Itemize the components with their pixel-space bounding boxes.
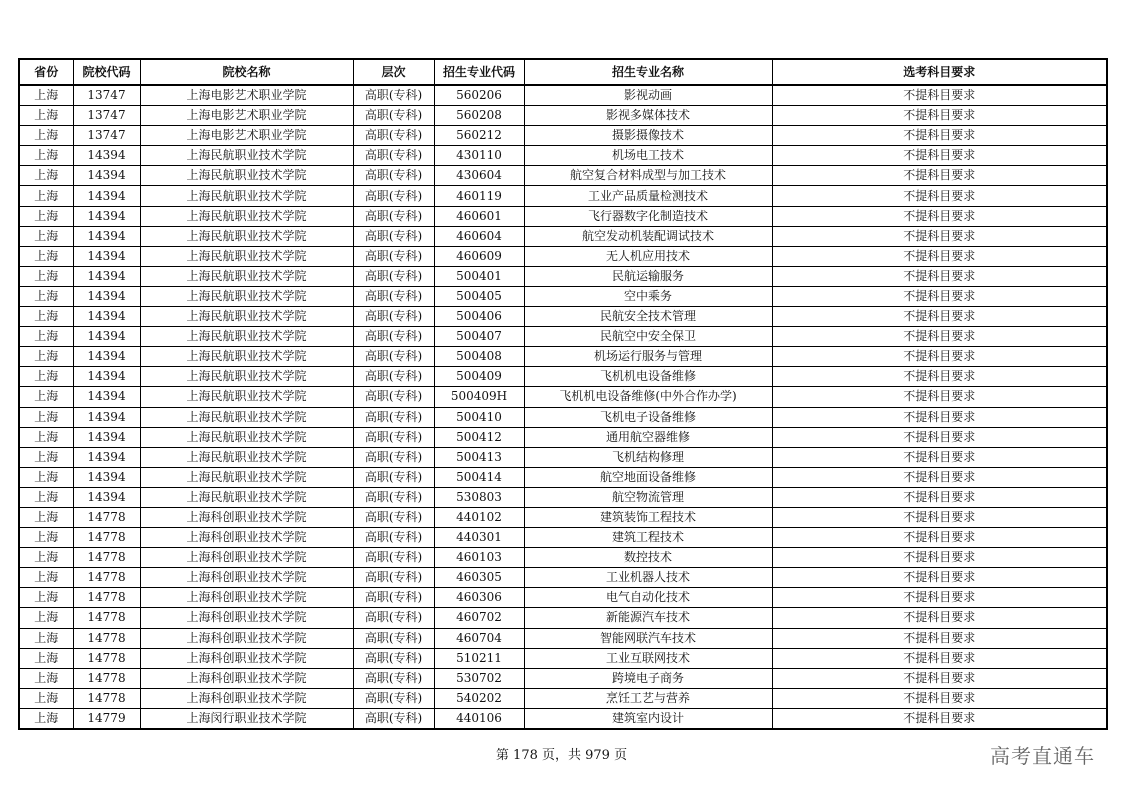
cell-school-code: 14778 <box>73 668 140 688</box>
cell-subject-requirement: 不提科目要求 <box>772 407 1107 427</box>
cell-school-name: 上海科创职业技术学院 <box>140 628 353 648</box>
cell-subject-requirement: 不提科目要求 <box>772 528 1107 548</box>
cell-level: 高职(专科) <box>353 588 434 608</box>
cell-school-name: 上海民航职业技术学院 <box>140 166 353 186</box>
table-row <box>19 106 1107 126</box>
table-row <box>19 126 1107 146</box>
cell-major-name: 工业互联网技术 <box>524 648 772 668</box>
table-row <box>19 166 1107 186</box>
cell-major-code: 460305 <box>434 568 524 588</box>
cell-school-code: 14778 <box>73 528 140 548</box>
header-major-code: 招生专业代码 <box>434 59 524 85</box>
table-row <box>19 447 1107 467</box>
cell-major-name: 跨境电子商务 <box>524 668 772 688</box>
cell-major-code: 530702 <box>434 668 524 688</box>
header-school-name: 院校名称 <box>140 59 353 85</box>
cell-school-name: 上海民航职业技术学院 <box>140 387 353 407</box>
cell-province: 上海 <box>19 246 73 266</box>
cell-major-code: 500401 <box>434 266 524 286</box>
cell-level: 高职(专科) <box>353 85 434 106</box>
table-row <box>19 246 1107 266</box>
cell-subject-requirement: 不提科目要求 <box>772 427 1107 447</box>
cell-school-name: 上海闵行职业技术学院 <box>140 708 353 729</box>
table-row <box>19 608 1107 628</box>
cell-school-code: 14778 <box>73 548 140 568</box>
cell-major-code: 540202 <box>434 688 524 708</box>
cell-school-code: 14394 <box>73 286 140 306</box>
cell-subject-requirement: 不提科目要求 <box>772 467 1107 487</box>
cell-level: 高职(专科) <box>353 146 434 166</box>
table-header-row <box>19 59 1107 85</box>
cell-subject-requirement: 不提科目要求 <box>772 226 1107 246</box>
table-row <box>19 427 1107 447</box>
cell-school-name: 上海民航职业技术学院 <box>140 246 353 266</box>
cell-level: 高职(专科) <box>353 568 434 588</box>
cell-subject-requirement: 不提科目要求 <box>772 307 1107 327</box>
cell-school-code: 14394 <box>73 487 140 507</box>
cell-subject-requirement: 不提科目要求 <box>772 507 1107 527</box>
cell-province: 上海 <box>19 548 73 568</box>
cell-school-code: 14778 <box>73 568 140 588</box>
cell-school-name: 上海科创职业技术学院 <box>140 668 353 688</box>
cell-province: 上海 <box>19 286 73 306</box>
cell-major-code: 460103 <box>434 548 524 568</box>
cell-level: 高职(专科) <box>353 628 434 648</box>
table-row <box>19 307 1107 327</box>
cell-province: 上海 <box>19 146 73 166</box>
cell-school-name: 上海民航职业技术学院 <box>140 286 353 306</box>
table-row <box>19 327 1107 347</box>
cell-school-code: 14778 <box>73 628 140 648</box>
cell-school-name: 上海民航职业技术学院 <box>140 266 353 286</box>
cell-subject-requirement: 不提科目要求 <box>772 166 1107 186</box>
cell-level: 高职(专科) <box>353 327 434 347</box>
table-body <box>19 85 1107 729</box>
cell-subject-requirement: 不提科目要求 <box>772 648 1107 668</box>
cell-school-name: 上海民航职业技术学院 <box>140 447 353 467</box>
cell-school-code: 14394 <box>73 447 140 467</box>
table-row <box>19 507 1107 527</box>
cell-school-name: 上海民航职业技术学院 <box>140 206 353 226</box>
table-row <box>19 85 1107 106</box>
cell-major-code: 460306 <box>434 588 524 608</box>
cell-school-name: 上海科创职业技术学院 <box>140 548 353 568</box>
table-row <box>19 186 1107 206</box>
cell-major-name: 摄影摄像技术 <box>524 126 772 146</box>
page-number: 第 178 页，共 979 页 <box>495 748 628 763</box>
cell-major-name: 建筑室内设计 <box>524 708 772 729</box>
cell-major-name: 航空地面设备维修 <box>524 467 772 487</box>
table-row <box>19 146 1107 166</box>
cell-major-name: 飞机电子设备维修 <box>524 407 772 427</box>
cell-major-name: 空中乘务 <box>524 286 772 306</box>
cell-school-name: 上海科创职业技术学院 <box>140 507 353 527</box>
cell-province: 上海 <box>19 427 73 447</box>
cell-province: 上海 <box>19 568 73 588</box>
cell-major-code: 510211 <box>434 648 524 668</box>
cell-school-name: 上海民航职业技术学院 <box>140 226 353 246</box>
cell-major-name: 建筑工程技术 <box>524 528 772 548</box>
cell-level: 高职(专科) <box>353 206 434 226</box>
cell-subject-requirement: 不提科目要求 <box>772 246 1107 266</box>
cell-province: 上海 <box>19 307 73 327</box>
cell-major-code: 440102 <box>434 507 524 527</box>
table-row <box>19 648 1107 668</box>
cell-school-name: 上海民航职业技术学院 <box>140 487 353 507</box>
cell-province: 上海 <box>19 507 73 527</box>
cell-province: 上海 <box>19 387 73 407</box>
cell-school-code: 14394 <box>73 347 140 367</box>
cell-major-code: 430604 <box>434 166 524 186</box>
cell-province: 上海 <box>19 407 73 427</box>
table-row <box>19 387 1107 407</box>
cell-level: 高职(专科) <box>353 427 434 447</box>
cell-major-code: 500414 <box>434 467 524 487</box>
cell-school-code: 14394 <box>73 266 140 286</box>
cell-school-code: 14394 <box>73 427 140 447</box>
cell-major-name: 民航安全技术管理 <box>524 307 772 327</box>
cell-province: 上海 <box>19 85 73 106</box>
cell-school-code: 14394 <box>73 186 140 206</box>
cell-level: 高职(专科) <box>353 307 434 327</box>
cell-subject-requirement: 不提科目要求 <box>772 568 1107 588</box>
cell-major-name: 航空复合材料成型与加工技术 <box>524 166 772 186</box>
cell-school-name: 上海民航职业技术学院 <box>140 347 353 367</box>
cell-major-name: 通用航空器维修 <box>524 427 772 447</box>
cell-major-code: 460702 <box>434 608 524 628</box>
cell-province: 上海 <box>19 106 73 126</box>
cell-school-name: 上海民航职业技术学院 <box>140 407 353 427</box>
cell-level: 高职(专科) <box>353 668 434 688</box>
cell-major-code: 500410 <box>434 407 524 427</box>
cell-school-name: 上海民航职业技术学院 <box>140 367 353 387</box>
cell-level: 高职(专科) <box>353 126 434 146</box>
cell-subject-requirement: 不提科目要求 <box>772 146 1107 166</box>
table-row <box>19 688 1107 708</box>
cell-level: 高职(专科) <box>353 467 434 487</box>
cell-school-code: 14394 <box>73 327 140 347</box>
cell-major-code: 440106 <box>434 708 524 729</box>
cell-major-code: 500409 <box>434 367 524 387</box>
cell-major-code: 440301 <box>434 528 524 548</box>
cell-major-code: 460609 <box>434 246 524 266</box>
cell-province: 上海 <box>19 186 73 206</box>
cell-level: 高职(专科) <box>353 387 434 407</box>
cell-major-code: 430110 <box>434 146 524 166</box>
cell-major-name: 烹饪工艺与营养 <box>524 688 772 708</box>
cell-province: 上海 <box>19 467 73 487</box>
cell-major-name: 机场运行服务与管理 <box>524 347 772 367</box>
cell-school-name: 上海电影艺术职业学院 <box>140 126 353 146</box>
cell-school-name: 上海民航职业技术学院 <box>140 467 353 487</box>
cell-school-code: 14394 <box>73 166 140 186</box>
cell-level: 高职(专科) <box>353 166 434 186</box>
cell-subject-requirement: 不提科目要求 <box>772 186 1107 206</box>
cell-major-name: 飞机机电设备维修(中外合作办学) <box>524 387 772 407</box>
cell-major-name: 影视多媒体技术 <box>524 106 772 126</box>
cell-province: 上海 <box>19 588 73 608</box>
cell-major-code: 560206 <box>434 85 524 106</box>
cell-province: 上海 <box>19 668 73 688</box>
cell-level: 高职(专科) <box>353 286 434 306</box>
header-subject-requirement: 选考科目要求 <box>772 59 1107 85</box>
cell-school-name: 上海科创职业技术学院 <box>140 568 353 588</box>
cell-major-code: 560208 <box>434 106 524 126</box>
header-level: 层次 <box>353 59 434 85</box>
cell-school-name: 上海科创职业技术学院 <box>140 588 353 608</box>
cell-major-code: 500408 <box>434 347 524 367</box>
cell-province: 上海 <box>19 226 73 246</box>
table-row <box>19 347 1107 367</box>
cell-major-name: 数控技术 <box>524 548 772 568</box>
cell-province: 上海 <box>19 206 73 226</box>
cell-subject-requirement: 不提科目要求 <box>772 668 1107 688</box>
cell-level: 高职(专科) <box>353 608 434 628</box>
cell-subject-requirement: 不提科目要求 <box>772 347 1107 367</box>
cell-province: 上海 <box>19 126 73 146</box>
cell-level: 高职(专科) <box>353 226 434 246</box>
cell-subject-requirement: 不提科目要求 <box>772 387 1107 407</box>
table-row <box>19 588 1107 608</box>
header-major-name: 招生专业名称 <box>524 59 772 85</box>
cell-major-code: 560212 <box>434 126 524 146</box>
cell-level: 高职(专科) <box>353 648 434 668</box>
cell-province: 上海 <box>19 166 73 186</box>
cell-major-code: 500413 <box>434 447 524 467</box>
cell-province: 上海 <box>19 327 73 347</box>
cell-level: 高职(专科) <box>353 507 434 527</box>
cell-major-code: 530803 <box>434 487 524 507</box>
cell-major-name: 航空发动机装配调试技术 <box>524 226 772 246</box>
cell-school-code: 14394 <box>73 407 140 427</box>
cell-major-name: 工业机器人技术 <box>524 568 772 588</box>
table-row <box>19 367 1107 387</box>
header-school-code: 院校代码 <box>73 59 140 85</box>
cell-school-code: 13747 <box>73 106 140 126</box>
cell-level: 高职(专科) <box>353 548 434 568</box>
cell-level: 高职(专科) <box>353 528 434 548</box>
cell-level: 高职(专科) <box>353 487 434 507</box>
cell-major-name: 智能网联汽车技术 <box>524 628 772 648</box>
table-row <box>19 568 1107 588</box>
cell-major-code: 460604 <box>434 226 524 246</box>
cell-subject-requirement: 不提科目要求 <box>772 708 1107 729</box>
cell-school-code: 14394 <box>73 206 140 226</box>
cell-major-code: 500409H <box>434 387 524 407</box>
cell-level: 高职(专科) <box>353 347 434 367</box>
cell-subject-requirement: 不提科目要求 <box>772 286 1107 306</box>
cell-major-name: 航空物流管理 <box>524 487 772 507</box>
cell-subject-requirement: 不提科目要求 <box>772 106 1107 126</box>
header-province: 省份 <box>19 59 73 85</box>
cell-school-code: 14778 <box>73 688 140 708</box>
cell-school-code: 14394 <box>73 467 140 487</box>
cell-school-name: 上海民航职业技术学院 <box>140 146 353 166</box>
cell-level: 高职(专科) <box>353 266 434 286</box>
cell-school-name: 上海科创职业技术学院 <box>140 688 353 708</box>
cell-major-name: 民航运输服务 <box>524 266 772 286</box>
cell-school-name: 上海科创职业技术学院 <box>140 528 353 548</box>
cell-level: 高职(专科) <box>353 186 434 206</box>
cell-major-code: 500405 <box>434 286 524 306</box>
admissions-table <box>18 58 1108 730</box>
cell-major-name: 工业产品质量检测技术 <box>524 186 772 206</box>
table-row <box>19 206 1107 226</box>
cell-province: 上海 <box>19 648 73 668</box>
cell-subject-requirement: 不提科目要求 <box>772 327 1107 347</box>
cell-school-name: 上海科创职业技术学院 <box>140 608 353 628</box>
cell-major-name: 无人机应用技术 <box>524 246 772 266</box>
table-row <box>19 226 1107 246</box>
cell-school-name: 上海电影艺术职业学院 <box>140 106 353 126</box>
cell-subject-requirement: 不提科目要求 <box>772 266 1107 286</box>
cell-province: 上海 <box>19 708 73 729</box>
cell-province: 上海 <box>19 367 73 387</box>
cell-school-code: 14778 <box>73 588 140 608</box>
cell-level: 高职(专科) <box>353 708 434 729</box>
cell-major-name: 影视动画 <box>524 85 772 106</box>
cell-major-code: 500412 <box>434 427 524 447</box>
cell-school-code: 13747 <box>73 126 140 146</box>
cell-school-code: 14394 <box>73 307 140 327</box>
cell-province: 上海 <box>19 608 73 628</box>
cell-school-code: 14778 <box>73 648 140 668</box>
table-row <box>19 487 1107 507</box>
cell-province: 上海 <box>19 688 73 708</box>
cell-province: 上海 <box>19 487 73 507</box>
cell-level: 高职(专科) <box>353 246 434 266</box>
cell-major-code: 500407 <box>434 327 524 347</box>
cell-school-name: 上海电影艺术职业学院 <box>140 85 353 106</box>
cell-major-name: 飞机机电设备维修 <box>524 367 772 387</box>
cell-subject-requirement: 不提科目要求 <box>772 548 1107 568</box>
cell-school-name: 上海民航职业技术学院 <box>140 327 353 347</box>
cell-major-name: 飞机结构修理 <box>524 447 772 467</box>
cell-subject-requirement: 不提科目要求 <box>772 447 1107 467</box>
cell-major-name: 飞行器数字化制造技术 <box>524 206 772 226</box>
cell-school-code: 14394 <box>73 367 140 387</box>
cell-school-code: 14778 <box>73 608 140 628</box>
cell-major-name: 机场电工技术 <box>524 146 772 166</box>
cell-school-name: 上海科创职业技术学院 <box>140 648 353 668</box>
table-row <box>19 407 1107 427</box>
cell-level: 高职(专科) <box>353 447 434 467</box>
cell-major-code: 460119 <box>434 186 524 206</box>
table-row <box>19 286 1107 306</box>
cell-province: 上海 <box>19 447 73 467</box>
cell-subject-requirement: 不提科目要求 <box>772 367 1107 387</box>
cell-school-code: 14778 <box>73 507 140 527</box>
watermark-logo: 高考直通车 <box>990 744 1095 768</box>
cell-major-name: 建筑装饰工程技术 <box>524 507 772 527</box>
cell-major-code: 500406 <box>434 307 524 327</box>
table-row <box>19 628 1107 648</box>
cell-school-name: 上海民航职业技术学院 <box>140 427 353 447</box>
cell-subject-requirement: 不提科目要求 <box>772 206 1107 226</box>
cell-school-code: 14394 <box>73 146 140 166</box>
cell-subject-requirement: 不提科目要求 <box>772 688 1107 708</box>
cell-school-code: 14779 <box>73 708 140 729</box>
cell-level: 高职(专科) <box>353 106 434 126</box>
cell-level: 高职(专科) <box>353 367 434 387</box>
cell-subject-requirement: 不提科目要求 <box>772 608 1107 628</box>
cell-major-name: 民航空中安全保卫 <box>524 327 772 347</box>
cell-subject-requirement: 不提科目要求 <box>772 628 1107 648</box>
table-row <box>19 548 1107 568</box>
cell-school-name: 上海民航职业技术学院 <box>140 186 353 206</box>
table-row <box>19 668 1107 688</box>
table-row <box>19 708 1107 729</box>
cell-province: 上海 <box>19 628 73 648</box>
cell-school-code: 14394 <box>73 246 140 266</box>
cell-province: 上海 <box>19 266 73 286</box>
cell-school-code: 14394 <box>73 226 140 246</box>
cell-major-code: 460704 <box>434 628 524 648</box>
cell-level: 高职(专科) <box>353 407 434 427</box>
table-row <box>19 467 1107 487</box>
cell-major-name: 电气自动化技术 <box>524 588 772 608</box>
table-row <box>19 266 1107 286</box>
cell-school-code: 14394 <box>73 387 140 407</box>
cell-province: 上海 <box>19 528 73 548</box>
cell-subject-requirement: 不提科目要求 <box>772 85 1107 106</box>
cell-level: 高职(专科) <box>353 688 434 708</box>
cell-major-name: 新能源汽车技术 <box>524 608 772 628</box>
table-row <box>19 528 1107 548</box>
cell-subject-requirement: 不提科目要求 <box>772 487 1107 507</box>
cell-subject-requirement: 不提科目要求 <box>772 126 1107 146</box>
cell-subject-requirement: 不提科目要求 <box>772 588 1107 608</box>
cell-school-name: 上海民航职业技术学院 <box>140 307 353 327</box>
cell-province: 上海 <box>19 347 73 367</box>
cell-major-code: 460601 <box>434 206 524 226</box>
cell-school-code: 13747 <box>73 85 140 106</box>
